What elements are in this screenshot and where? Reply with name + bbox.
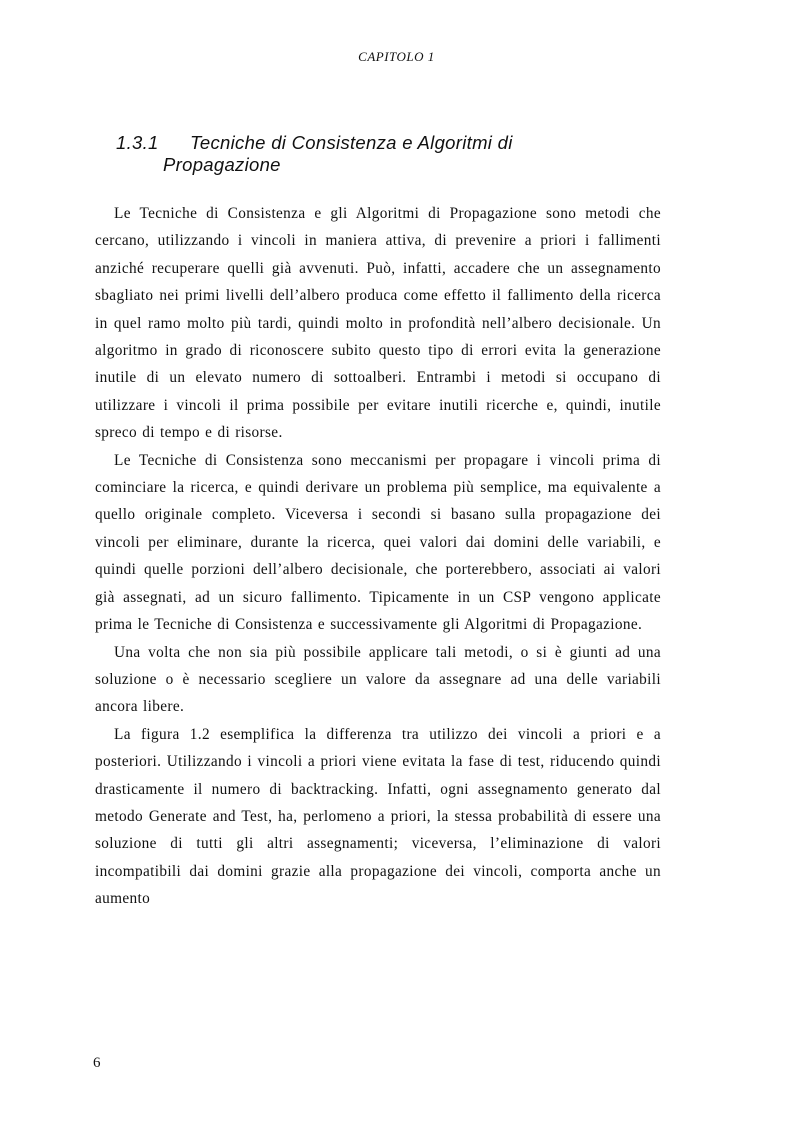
running-header: CAPITOLO 1 [358, 49, 435, 64]
paragraph: Una volta che non sia più possibile applicare tali metodi, o si è giunti ad una soluzione o è necessario scegliere un valore da assegnare ad una delle variabili ancora libere. [95, 643, 661, 716]
section-title-line2: Propagazione [163, 154, 281, 175]
paragraph: Le Tecniche di Consistenza sono meccanismi per propagare i vincoli prima di cominciare la ricerca, e quindi derivare un problema più semplice, ma equivalente a quello originale completo. Viceversa i secondi si basano sulla propagazione dei vincoli per eliminare, durante la ricerca, quei valori dai domini delle variabili, e quindi quelle porzioni dell’albero decisionale, che porterebbero, associati ai valori già assegnati, ad un sicuro fallimento. Tipicamente in un CSP vengono applicate prima le Tecniche di Consistenza e successivamente gli Algoritmi di Propagazione. [95, 451, 661, 634]
page-number: 6 [93, 1055, 101, 1071]
paragraph: Le Tecniche di Consistenza e gli Algoritmi di Propagazione sono metodi che cercano, utilizzando i vincoli in maniera attiva, di prevenire a priori i fallimenti anziché recuperare quelli già avvenuti. Può, infatti, accadere che un assegnamento sbagliato nei primi livelli dell’albero produca come effetto il fallimento della ricerca in quel ramo molto più tardi, quindi molto in profondità nell’albero decisionale. Un algoritmo in grado di riconoscere subito questo tipo di errori evita la generazione inutile di un elevato numero di sottoalberi. Entrambi i metodi si occupano di utilizzare i vincoli il prima possibile per evitare inutili ricerche e, quindi, inutile spreco di tempo e di risorse. [95, 205, 661, 442]
section-title-line1: Tecniche di Consistenza e Algoritmi di [190, 132, 513, 153]
body-text [95, 200, 661, 913]
paragraph: La figura 1.2 esemplifica la differenza tra utilizzo dei vincoli a priori e a posteriori. Utilizzando i vincoli a priori viene evitata la fase di test, riducendo quindi drasticamente il numero di backtracking. Infatti, ogni assegnamento generato dal metodo Generate and Test, ha, perlomeno a priori, la stessa probabilità di essere una soluzione di tutti gli altri assegnamenti; viceversa, l’eliminazione di valori incompatibili dai domini grazie alla propagazione dei vincoli, comporta anche un aumento [95, 725, 661, 908]
section-heading [116, 132, 676, 176]
section-number: 1.3.1 [116, 132, 159, 153]
